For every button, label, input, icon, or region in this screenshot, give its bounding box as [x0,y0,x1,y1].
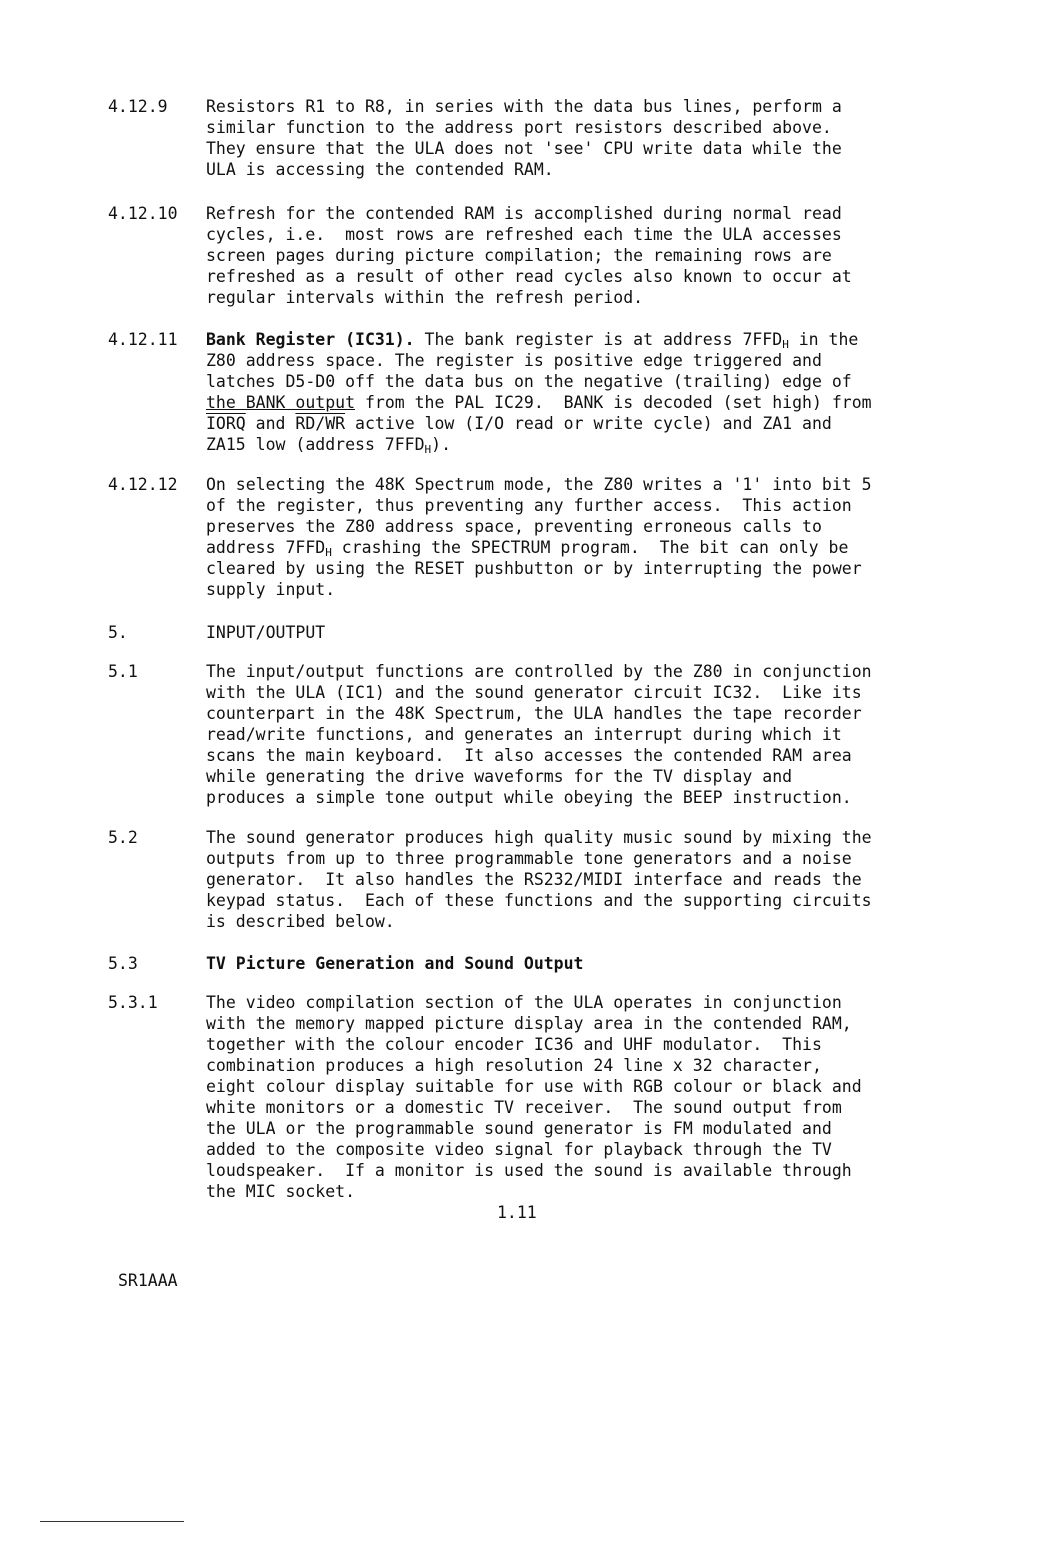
section-title-wrap [206,953,938,974]
text-line: is described below. [206,912,395,931]
text-run: and [245,414,296,433]
text-line: preserves the Z80 address space, preventing erroneous calls to [206,517,822,536]
text-run: crashing the SPECTRUM program. The bit can only be [331,538,849,557]
section-number: 5. [108,623,128,642]
paragraph-5-1 [108,661,938,808]
iorq-signal: IORQ [206,414,246,433]
paragraph-body [206,661,938,808]
text-line [206,329,938,350]
page-number: 1.11 [497,1203,537,1222]
text-line: The input/output functions are controlled by the Z80 in conjunction [206,662,872,681]
paragraph-number: 5.3.1 [108,993,158,1012]
text-line: keypad status. Each of these functions and the supporting circuits [206,891,872,910]
text-line: Refresh for the contended RAM is accomplished during normal read [206,204,842,223]
text-run: ZA15 low (address 7FFD [206,435,425,454]
paragraph-4-12-10 [108,203,938,308]
text-line: generator. It also handles the RS232/MIDI interface and reads the [206,870,862,889]
text-line: Z80 address space. The register is positive edge triggered and [206,351,822,370]
text-line: eight colour display suitable for use with RGB colour or black and [206,1077,862,1096]
text-line: regular intervals within the refresh period. [206,288,644,307]
text-run: The bank register is at address 7FFD [414,330,783,349]
text-run: in the [788,330,859,349]
text-line: loudspeaker. If a monitor is used the sound is available through [206,1161,852,1180]
section-title: INPUT/OUTPUT [206,623,326,642]
hex-subscript: H [424,443,432,456]
underlined-text: the BANK output [206,393,356,412]
section-5-3-heading [108,953,938,974]
text-line: cycles, i.e. most rows are refreshed each time the ULA accesses [206,225,842,244]
text-line: On selecting the 48K Spectrum mode, the Z80 writes a '1' into bit 5 [206,475,872,494]
paragraph-5-3-1 [108,992,938,1202]
text-line: added to the composite video signal for playback through the TV [206,1140,832,1159]
paragraph-body [206,992,938,1202]
text-line: cleared by using the RESET pushbutton or by interrupting the power [206,559,862,578]
text-line: with the ULA (IC1) and the sound generator circuit IC32. Like its [206,683,862,702]
bank-register-heading: Bank Register (IC31). [206,330,415,349]
text-line: latches D5-D0 off the data bus on the negative (trailing) edge of [206,372,852,391]
rd-wr-signal: RD/WR [295,414,346,433]
text-line [206,434,938,455]
section-5-heading [108,622,938,643]
paragraph-number: 4.12.11 [108,330,178,349]
text-line: refreshed as a result of other read cycles also known to occur at [206,267,852,286]
text-line [206,392,938,413]
text-line [206,537,938,558]
paragraph-5-2 [108,827,938,932]
text-line: scans the main keyboard. It also accesses the contended RAM area [206,746,852,765]
text-line: with the memory mapped picture display area in the contended RAM, [206,1014,852,1033]
text-run: address 7FFD [206,538,326,557]
paragraph-body [206,329,938,455]
text-line: produces a simple tone output while obeying the BEEP instruction. [206,788,852,807]
text-line: outputs from up to three programmable tone generators and a noise [206,849,852,868]
text-line: Resistors R1 to R8, in series with the data bus lines, perform a [206,97,842,116]
hex-subscript: H [782,338,789,351]
text-run: active low (I/O read or write cycle) and ZA1 and [345,414,832,433]
section-title-wrap [206,622,938,643]
section-number: 5.3 [108,954,138,973]
paragraph-body [206,827,938,932]
paragraph-4-12-12 [108,474,938,600]
paragraph-body [206,203,938,308]
document-reference: SR1AAA [118,1271,178,1290]
text-line: the ULA or the programmable sound generator is FM modulated and [206,1119,832,1138]
paragraph-body [206,474,938,600]
text-run: from the PAL IC29. BANK is decoded (set high) from [355,393,872,412]
text-line: ULA is accessing the contended RAM. [206,160,554,179]
text-line: similar function to the address port resistors described above. [206,118,832,137]
text-line: read/write functions, and generates an interrupt during which it [206,725,842,744]
text-line: counterpart in the 48K Spectrum, the ULA handles the tape recorder [206,704,862,723]
text-line: The video compilation section of the ULA operates in conjunction [206,993,842,1012]
paragraph-4-12-11 [108,329,938,455]
text-line [206,413,938,434]
text-line: while generating the drive waveforms for the TV display and [206,767,793,786]
text-line: of the register, thus preventing any further access. This action [206,496,852,515]
paragraph-body [206,96,938,180]
text-line: They ensure that the ULA does not 'see' CPU write data while the [206,139,842,158]
text-line: white monitors or a domestic TV receiver. The sound output from [206,1098,842,1117]
paragraph-number: 4.12.10 [108,204,178,223]
paragraph-number: 4.12.12 [108,475,178,494]
bottom-rule [40,1521,184,1522]
text-line: together with the colour encoder IC36 and UHF modulator. This [206,1035,822,1054]
text-line: the MIC socket. [206,1182,356,1201]
text-run: ). [431,435,452,454]
paragraph-4-12-9 [108,96,938,180]
paragraph-number: 5.2 [108,828,138,847]
text-line: The sound generator produces high quality music sound by mixing the [206,828,872,847]
hex-subscript: H [325,546,332,559]
text-line: supply input. [206,580,336,599]
paragraph-number: 4.12.9 [108,97,168,116]
paragraph-number: 5.1 [108,662,138,681]
text-line: combination produces a high resolution 24 line x 32 character, [206,1056,822,1075]
text-line: screen pages during picture compilation; the remaining rows are [206,246,832,265]
section-title: TV Picture Generation and Sound Output [206,954,584,973]
